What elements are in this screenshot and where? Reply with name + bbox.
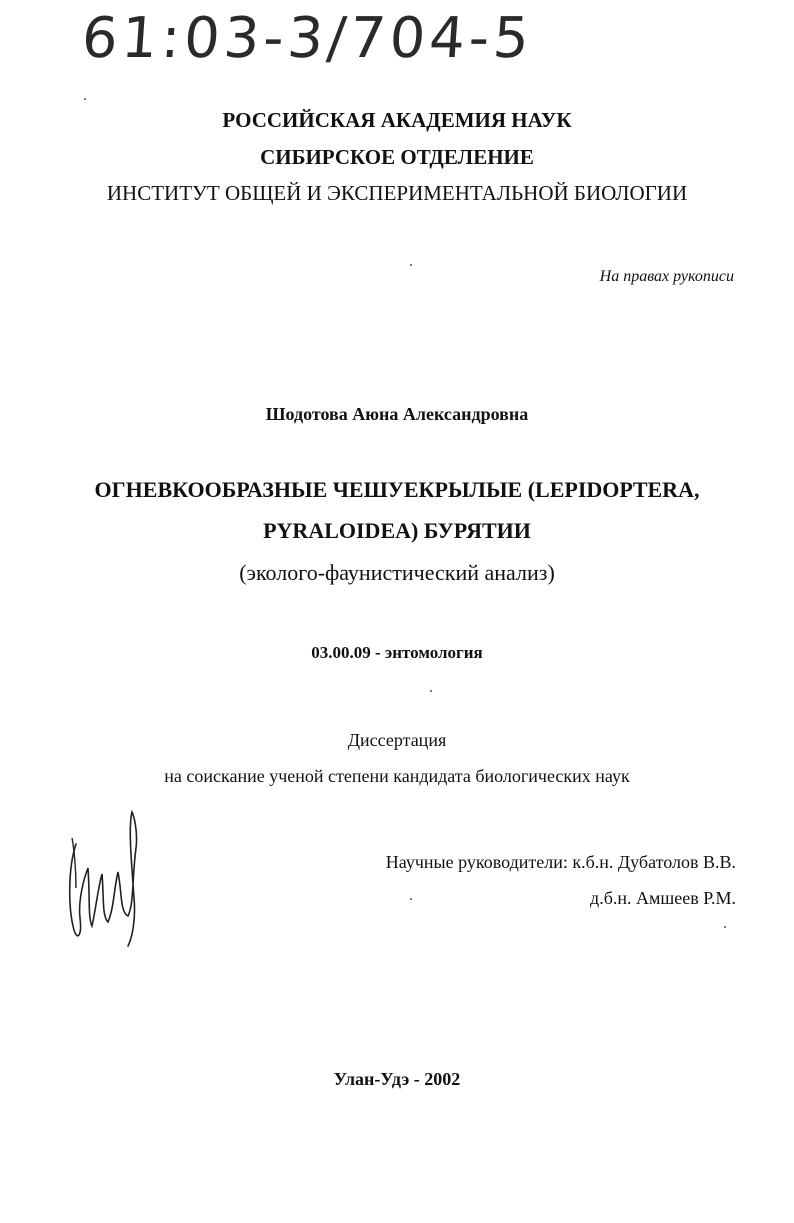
- title-line-1: ОГНЕВКООБРАЗНЫЕ ЧЕШУЕКРЫЛЫЕ (LEPIDOPTERA,: [94, 477, 700, 502]
- branch-name: СИБИРСКОЕ ОТДЕЛЕНИЕ: [260, 145, 534, 169]
- specialty-code: 03.00.09 - энтомология: [311, 643, 483, 662]
- author-name: Шодотова Аюна Александровна: [265, 404, 529, 424]
- handwritten-archive-code: 61:03-3/704-5: [79, 6, 536, 71]
- dissertation-purpose: на соискание ученой степени кандидата биологических наук: [164, 766, 630, 786]
- supervisors-line-2: д.б.н. Амшеев Р.М.: [590, 888, 736, 908]
- title-line-2: PYRALOIDEA) БУРЯТИИ: [263, 518, 531, 543]
- place-and-year: Улан-Удэ - 2002: [333, 1069, 461, 1089]
- scan-speck: [724, 926, 726, 928]
- signature: [62, 808, 158, 948]
- scan-speck: [430, 690, 432, 692]
- academy-name: РОССИЙСКАЯ АКАДЕМИЯ НАУК: [222, 108, 572, 132]
- supervisors-line-1: Научные руководители: к.б.н. Дубатолов В.В.: [385, 852, 736, 872]
- title-subtitle: (эколого-фаунистический анализ): [239, 560, 555, 585]
- dissertation-label: Диссертация: [347, 730, 447, 750]
- institute-name: ИНСТИТУТ ОБЩЕЙ И ЭКСПЕРИМЕНТАЛЬНОЙ БИОЛОГИИ: [106, 181, 688, 205]
- scan-speck: [84, 98, 86, 100]
- manuscript-rights-note: На правах рукописи: [599, 268, 734, 285]
- scan-speck: [410, 264, 412, 266]
- scan-speck: [410, 898, 412, 900]
